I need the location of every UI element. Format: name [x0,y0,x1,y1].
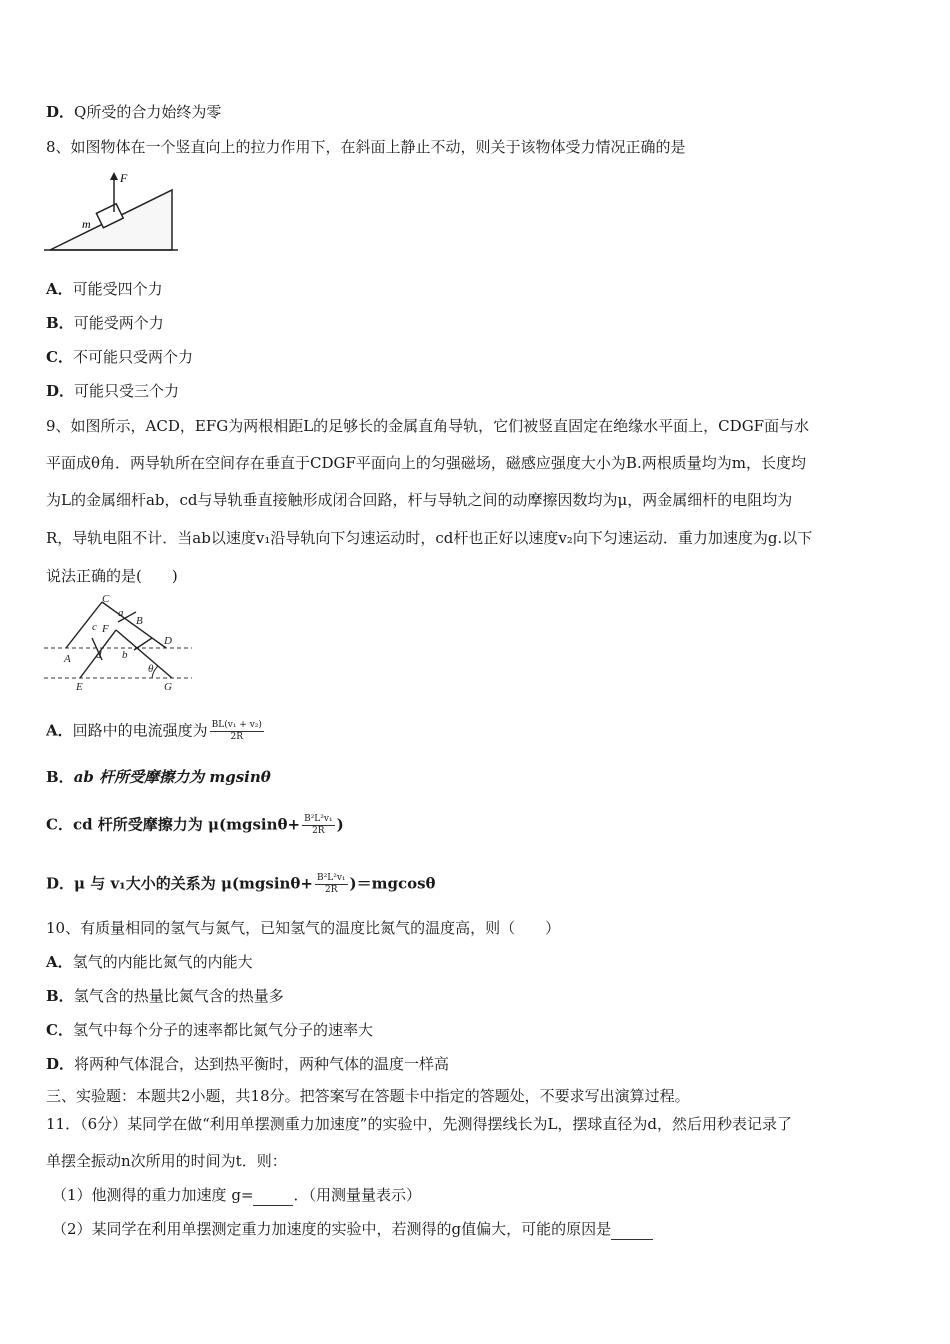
q11-stem-line2: 单摆全振动n次所用的时间为t．则： [46,1152,287,1170]
option-text: 氢气的内能比氮气的内能大 [72,953,253,971]
q10-option-b [46,986,284,1006]
incline-figure [44,170,184,258]
q8-option-d [46,381,179,401]
option-text: 氢气中每个分子的速率都比氮气分子的速率大 [72,1021,373,1039]
label-d: d [96,649,102,661]
option-label: C． [46,815,73,834]
friction-fraction [302,814,335,837]
q10-option-c [46,1020,373,1040]
q8-option-a [46,279,163,299]
q10-option-a [46,952,253,972]
option-text: 可能受四个力 [72,280,163,298]
label-theta: θ [148,663,154,675]
sub1-text-end: ．（用测量量表示） [293,1186,421,1204]
force-label: F [120,171,128,185]
fraction-denominator: 2R [325,885,338,895]
option-label: D． [46,874,75,893]
option-label: A． [46,953,73,971]
q8-stem: 8、如图物体在一个竖直向上的拉力作用下，在斜面上静止不动，则关于该物体受力情况正确的是 [46,138,686,156]
q10-option-d [46,1054,449,1074]
q9-stem-line5: 说法正确的是( ) [46,567,178,585]
q11-sub1 [52,1185,421,1206]
q9-stem-line2: 平面成θ角．两导轨所在空间存在垂直于CDGF平面向上的匀强磁场，磁感应强度大小为B.两根质量均为m，长度均 [46,454,806,472]
label-D: D [164,635,172,647]
answer-blank[interactable] [253,1185,293,1206]
fraction-numerator: B²L²v₁ [317,873,346,883]
label-E: E [76,681,83,690]
option-label: D． [46,382,75,400]
option-text: cd 杆所受摩擦力为 μ(mgsinθ+ [72,815,301,834]
label-C: C [102,594,110,605]
option-label: A． [46,280,73,298]
q7-option-d [46,102,221,122]
sub2-text: （2）某同学在利用单摆测定重力加速度的实验中，若测得的g值偏大，可能的原因是 [52,1220,612,1238]
option-text: μ 与 v₁大小的关系为 μ(mgsinθ+ [74,874,314,893]
option-label: B． [46,768,74,786]
q9-option-d [46,873,436,896]
section-heading: 三、实验题：本题共2小题，共18分。把答案写在答题卡中指定的答题处，不要求写出演算过程。 [46,1087,690,1105]
label-b: b [122,649,128,661]
option-label: B． [46,987,74,1005]
q9-stem-line4: R，导轨电阻不计．当ab以速度v₁沿导轨向下匀速运动时，cd杆也正好以速度v₂向下匀速运动．重力加速度为g.以下 [46,529,813,547]
option-text-end: ) [336,815,344,834]
label-a: a [118,607,124,619]
option-label: D． [46,103,75,121]
option-text: Q所受的合力始终为零 [74,103,222,121]
option-label: A． [46,721,73,740]
label-c: c [92,621,97,633]
option-text: 氢气含的热量比氮气含的热量多 [73,987,284,1005]
label-B: B [136,615,143,627]
label-G: G [164,681,172,690]
q9-option-b [46,767,271,787]
option-label: B． [46,314,74,332]
sub1-text: （1）他测得的重力加速度 g= [52,1186,254,1204]
option-text: 可能只受三个力 [74,382,180,400]
q9-stem-line1: 9、如图所示，ACD，EFG为两根相距L的足够长的金属直角导轨，它们被竖直固定在绝缘水平面上，CDGF面与水 [46,417,810,435]
mass-label: m [82,217,91,231]
option-label: C． [46,348,73,366]
option-text: 回路中的电流强度为 [72,721,208,740]
q9-stem-line3: 为L的金属细杆ab，cd与导轨垂直接触形成闭合回路，杆与导轨之间的动摩擦因数均为μ，两金属细杆的电阻均为 [46,491,793,509]
q11-stem-line1: 11．（6分）某同学在做“利用单摆测重力加速度”的实验中，先测得摆线长为L，摆球直径为d，然后用秒表记录了 [46,1115,793,1133]
fraction-denominator: 2R [230,732,244,742]
fraction-numerator: BL(v₁ + v₂) [211,720,262,730]
option-label: C． [46,1021,73,1039]
fraction-numerator: B²L²v₁ [304,814,333,824]
answer-blank[interactable] [611,1219,653,1240]
option-text: ab 杆所受摩擦力为 mgsinθ [73,768,271,786]
q9-option-c [46,814,344,837]
option-text-end: )＝mgcosθ [349,874,436,893]
q10-stem: 10、有质量相同的氢气与氮气，已知氢气的温度比氮气的温度高，则（ ） [46,919,561,937]
option-text: 可能受两个力 [73,314,164,332]
q9-option-a [46,720,266,743]
q8-option-c [46,347,193,367]
fraction-denominator: 2R [312,826,325,836]
rail-figure [44,594,194,690]
current-fraction [210,720,264,743]
relation-fraction [315,873,348,896]
q11-sub2 [52,1219,653,1240]
label-F: F [102,623,109,635]
option-text: 不可能只受两个力 [72,348,193,366]
option-label: D． [46,1055,75,1073]
label-A: A [64,653,71,665]
option-text: 将两种气体混合，达到热平衡时，两种气体的温度一样高 [74,1055,450,1073]
q8-option-b [46,313,164,333]
